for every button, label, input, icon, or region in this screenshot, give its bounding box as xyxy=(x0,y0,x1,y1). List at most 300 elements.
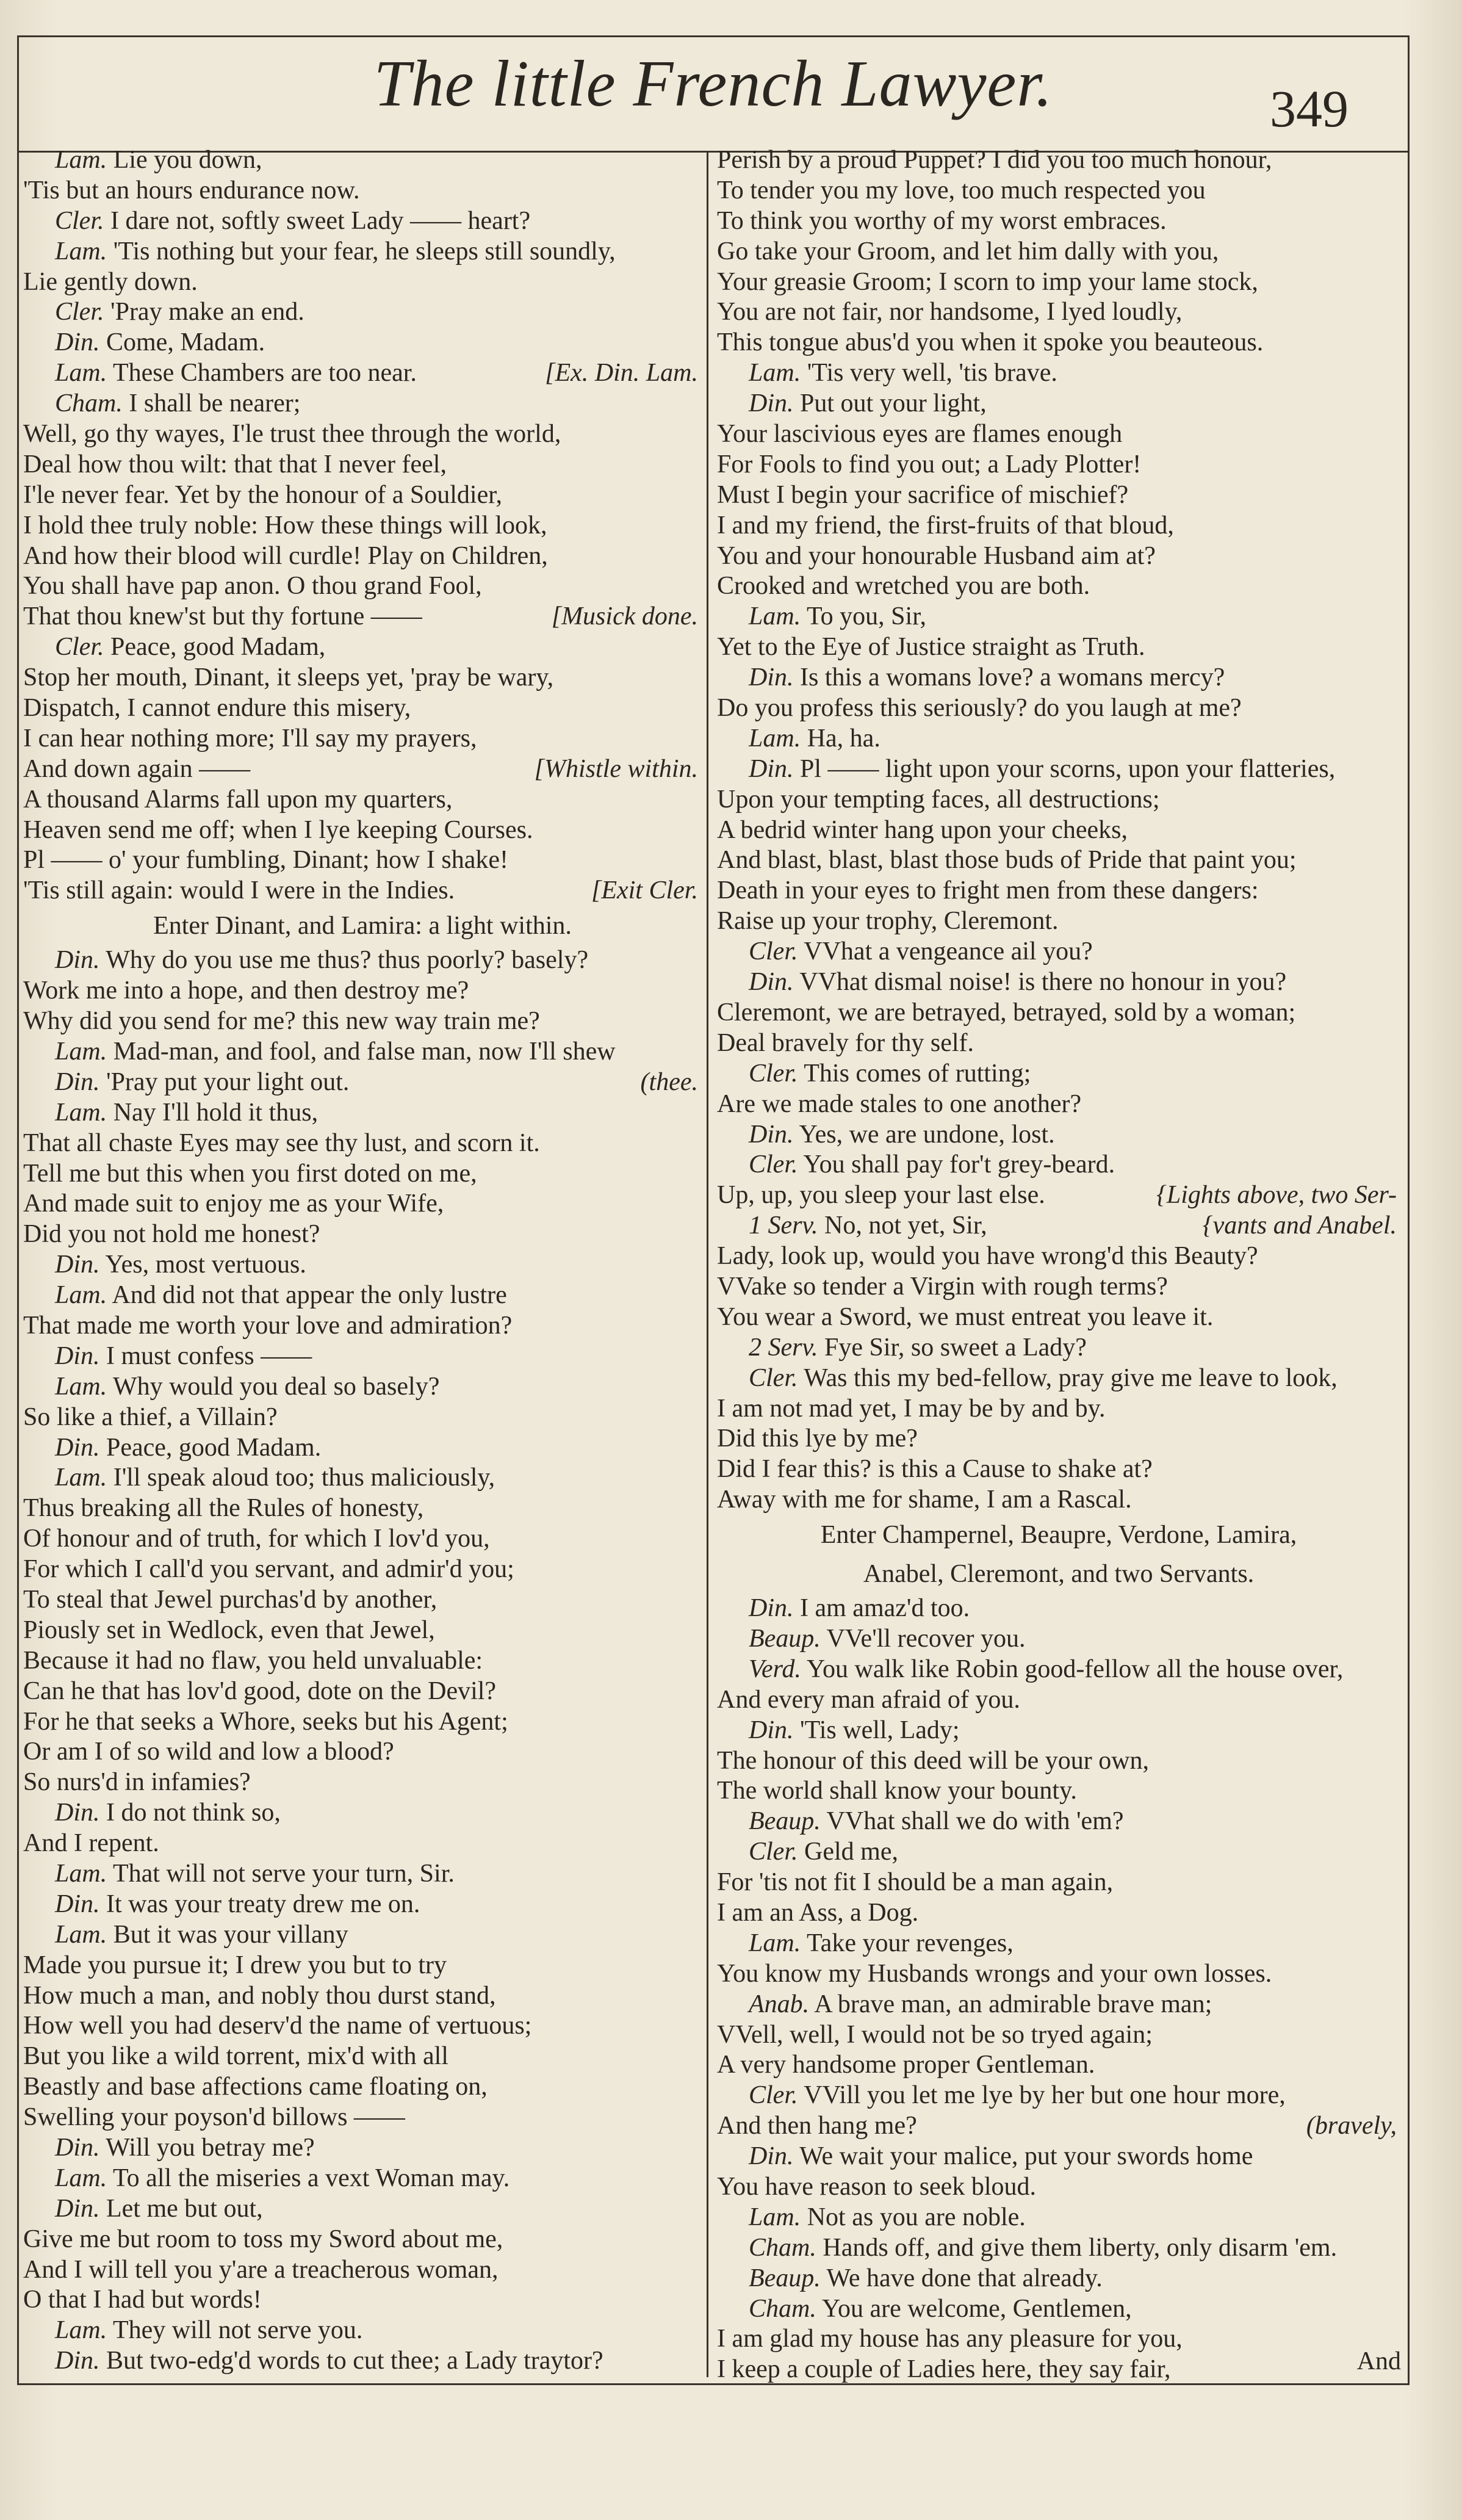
line-text: Did this lye by me? xyxy=(717,1424,918,1453)
line-text: I and my friend, the first-fruits of that bloud, xyxy=(717,511,1174,540)
line-text: 'Tis well, Lady; xyxy=(800,1716,960,1744)
line-text: For 'tis not fit I should be a man again, xyxy=(717,1868,1114,1897)
verse-line xyxy=(717,1685,1400,1716)
verse-line xyxy=(717,1302,1400,1333)
line-text: O that I had but words! xyxy=(23,2286,262,2314)
verse-line xyxy=(717,2203,1400,2233)
verse-line xyxy=(23,1372,702,1403)
line-text: I shall be nearer; xyxy=(129,389,301,418)
marginal-stage-direction: (thee. xyxy=(640,1067,698,1096)
verse-line xyxy=(23,602,702,632)
line-text: VVhat dismal noise! is there no honour in you? xyxy=(799,968,1287,997)
speaker-name: Din. xyxy=(55,1251,100,1279)
line-text: Up, up, you sleep your last else. xyxy=(717,1181,1045,1210)
marginal-stage-direction: {vants and Anabel. xyxy=(1202,1211,1397,1240)
verse-line xyxy=(23,176,702,206)
verse-line xyxy=(717,1485,1400,1515)
verse-line xyxy=(23,976,702,1006)
verse-line xyxy=(23,297,702,328)
line-text: Can he that has lov'd good, dote on the Devil? xyxy=(23,1677,497,1705)
verse-line xyxy=(23,1037,702,1067)
verse-line xyxy=(717,1807,1400,1837)
line-text: And how their blood will curdle! Play on Children, xyxy=(23,541,548,570)
verse-line xyxy=(23,2133,702,2164)
line-text: They will not serve you. xyxy=(112,2316,363,2345)
line-text: That all chaste Eyes may see thy lust, and scorn it. xyxy=(23,1128,540,1157)
line-text: 'Tis nothing but your fear, he sleeps still soundly, xyxy=(113,237,616,265)
line-text: I dare not, softly sweet Lady —— heart? xyxy=(110,206,531,235)
verse-line xyxy=(23,1006,702,1037)
verse-line xyxy=(717,541,1400,572)
line-text: A thousand Alarms fall upon my quarters, xyxy=(23,785,453,814)
speaker-name: Lam. xyxy=(749,2203,801,2231)
line-text: Why would you deal so basely? xyxy=(112,1372,440,1401)
speaker-name: 1 Serv. xyxy=(749,1211,818,1240)
line-text: Perish by a proud Puppet? I did you too much honour, xyxy=(717,146,1272,174)
line-text: Did you not hold me honest? xyxy=(23,1220,320,1249)
speaker-name: Cler. xyxy=(749,937,798,966)
verse-line xyxy=(717,450,1400,480)
verse-line xyxy=(23,693,702,724)
verse-line xyxy=(717,480,1400,511)
verse-line xyxy=(717,1059,1400,1089)
line-text: Are we made stales to one another? xyxy=(717,1089,1082,1118)
speaker-name: Cler. xyxy=(749,1363,798,1392)
line-text: Must I begin your sacrifice of mischief? xyxy=(717,480,1129,509)
line-text: No, not yet, Sir, xyxy=(824,1211,987,1240)
line-text: I am glad my house has any pleasure for you, xyxy=(717,2325,1183,2353)
page-header xyxy=(17,35,1410,153)
verse-line xyxy=(717,1959,1400,1990)
verse-line xyxy=(23,1524,702,1554)
speaker-name: Cler. xyxy=(749,1150,798,1179)
line-text: To steal that Jewel purchas'd by another, xyxy=(23,1585,438,1614)
verse-line xyxy=(717,602,1400,632)
verse-line xyxy=(717,1716,1400,1746)
line-text: You and your honourable Husband aim at? xyxy=(717,541,1156,570)
verse-line xyxy=(23,389,702,419)
speaker-name: Din. xyxy=(749,1120,794,1149)
verse-line xyxy=(23,571,702,602)
line-text: Why did you send for me? this new way train me? xyxy=(23,1007,540,1036)
verse-line xyxy=(23,2164,702,2194)
verse-line xyxy=(23,2103,702,2133)
verse-line xyxy=(717,876,1400,906)
verse-line xyxy=(23,1890,702,1920)
verse-line xyxy=(23,1798,702,1829)
line-text: Pl —— light upon your scorns, upon your flatteries, xyxy=(800,754,1336,783)
speaker-name: Cler. xyxy=(55,206,104,235)
line-text: Put out your light, xyxy=(800,389,987,418)
verse-line xyxy=(717,632,1400,663)
verse-line xyxy=(23,1219,702,1250)
verse-line xyxy=(23,1616,702,1646)
marginal-stage-direction: (bravely, xyxy=(1306,2112,1397,2140)
stage-direction-text: Anabel, Cleremont, and two Servants. xyxy=(863,1560,1255,1589)
verse-line xyxy=(23,1585,702,1616)
verse-line xyxy=(717,2233,1400,2264)
line-text: And down again —— xyxy=(23,754,251,783)
verse-line xyxy=(23,1067,702,1098)
speaker-name: Din. xyxy=(55,328,100,357)
verse-line xyxy=(717,1990,1400,2020)
line-text: VVhat shall we do with 'em? xyxy=(826,1807,1124,1836)
line-text: Not as you are noble. xyxy=(807,2203,1026,2231)
verse-line xyxy=(717,1089,1400,1120)
verse-line xyxy=(23,2346,702,2377)
line-text: And did not that appear the only lustre xyxy=(112,1281,507,1310)
speaker-name: Lam. xyxy=(55,146,107,174)
verse-line xyxy=(717,1454,1400,1485)
line-text: These Chambers are too near. xyxy=(112,359,417,388)
verse-line xyxy=(23,2285,702,2316)
speaker-name: 2 Serv. xyxy=(749,1333,818,1362)
verse-line xyxy=(23,1493,702,1524)
line-text: You have reason to seek bloud. xyxy=(717,2173,1036,2201)
verse-line xyxy=(717,389,1400,419)
stage-direction-text: Enter Dinant, and Lamira: a light within. xyxy=(153,912,572,940)
line-text: But it was your villany xyxy=(113,1920,348,1949)
line-text: I am an Ass, a Dog. xyxy=(717,1898,919,1927)
line-text: Deal how thou wilt: that that I never feel, xyxy=(23,450,447,478)
verse-line xyxy=(717,145,1400,176)
line-text: But you like a wild torrent, mix'd with all xyxy=(23,2042,448,2071)
speaker-name: Din. xyxy=(55,1341,100,1370)
line-text: Lie gently down. xyxy=(23,267,198,296)
verse-line xyxy=(717,2172,1400,2203)
speaker-name: Lam. xyxy=(55,1464,107,1492)
line-text: I'le never fear. Yet by the honour of a Souldier, xyxy=(23,480,503,509)
line-text: VVake so tender a Virgin with rough terms? xyxy=(717,1272,1168,1301)
line-text: 'Tis but an hours endurance now. xyxy=(23,176,360,204)
line-text: And then hang me? xyxy=(717,2112,917,2140)
line-text: Swelling your poyson'd billows —— xyxy=(23,2103,405,2132)
speaker-name: Din. xyxy=(55,1433,100,1462)
verse-line xyxy=(23,2225,702,2255)
speaker-name: Beaup. xyxy=(749,1807,821,1836)
verse-line xyxy=(717,2142,1400,2172)
line-text: Heaven send me off; when I lye keeping Courses. xyxy=(23,815,533,844)
speaker-name: Cham. xyxy=(749,2294,816,2323)
line-text: VVill you let me lye by her but one hour more, xyxy=(804,2081,1286,2110)
line-text: The world shall know your bounty. xyxy=(717,1777,1077,1805)
line-text: Because it had no flaw, you held unvaluable: xyxy=(23,1646,483,1675)
line-text: For Fools to find you out; a Lady Plotter! xyxy=(717,450,1142,478)
verse-line xyxy=(23,1159,702,1190)
verse-line xyxy=(717,176,1400,206)
speaker-name: Lam. xyxy=(55,1372,107,1401)
line-text: So nurs'd in infamies? xyxy=(23,1768,251,1797)
verse-line xyxy=(717,1180,1400,1211)
line-text: You wear a Sword, we must entreat you leave it. xyxy=(717,1302,1214,1331)
verse-line xyxy=(717,1776,1400,1807)
verse-line xyxy=(717,785,1400,815)
verse-line xyxy=(717,1333,1400,1363)
verse-line xyxy=(717,2294,1400,2325)
line-text: VVell, well, I would not be so tryed again; xyxy=(717,2020,1153,2049)
verse-line xyxy=(717,2081,1400,2111)
speaker-name: Din. xyxy=(749,663,794,692)
line-text: Made you pursue it; I drew you but to try xyxy=(23,1951,447,1979)
line-text: I do not think so, xyxy=(106,1799,281,1827)
line-text: Or am I of so wild and low a blood? xyxy=(23,1738,394,1766)
verse-line xyxy=(717,1655,1400,1685)
speaker-name: Din. xyxy=(55,1067,100,1096)
verse-line xyxy=(23,1767,702,1798)
line-text: Peace, good Madam, xyxy=(110,633,326,662)
verse-line xyxy=(23,1403,702,1433)
speaker-name: Lam. xyxy=(55,1859,107,1888)
verse-line xyxy=(717,511,1400,541)
verse-line xyxy=(23,2042,702,2072)
verse-line xyxy=(717,693,1400,724)
line-text: Yet to the Eye of Justice straight as Truth. xyxy=(717,633,1145,662)
verse-line xyxy=(23,145,702,176)
verse-line xyxy=(717,724,1400,754)
line-text: I am not mad yet, I may be by and by. xyxy=(717,1394,1106,1423)
verse-line xyxy=(717,1272,1400,1302)
line-text: You walk like Robin good-fellow all the house over, xyxy=(806,1655,1344,1683)
verse-line xyxy=(23,2072,702,2103)
marginal-stage-direction: {Lights above, two Ser- xyxy=(1156,1181,1397,1210)
verse-line xyxy=(23,1463,702,1493)
line-text: 'Pray put your light out. xyxy=(106,1067,350,1096)
verse-line xyxy=(23,541,702,572)
verse-line xyxy=(23,724,702,754)
line-text: I can hear nothing more; I'll say my prayers, xyxy=(23,724,477,753)
speaker-name: Cler. xyxy=(749,2081,798,2110)
verse-line xyxy=(23,632,702,663)
verse-line xyxy=(23,206,702,237)
line-text: Thus breaking all the Rules of honesty, xyxy=(23,1494,424,1523)
line-text: Ha, ha. xyxy=(807,724,880,753)
verse-line xyxy=(23,2194,702,2225)
line-text: And every man afraid of you. xyxy=(717,1685,1020,1714)
line-text: 'Pray make an end. xyxy=(110,298,304,327)
verse-line xyxy=(23,1707,702,1738)
line-text: Of honour and of truth, for which I lov'd you, xyxy=(23,1525,490,1553)
speaker-name: Cler. xyxy=(749,1059,798,1088)
line-text: Death in your eyes to fright men from these dangers: xyxy=(717,876,1259,905)
verse-line xyxy=(717,1898,1400,1929)
line-text: 'Tis still again: would I were in the Indies. xyxy=(23,876,455,905)
verse-line xyxy=(717,967,1400,998)
speaker-name: Cler. xyxy=(749,1838,798,1866)
verse-line xyxy=(23,419,702,450)
verse-line xyxy=(23,1677,702,1707)
line-text: We wait your malice, put your swords home xyxy=(799,2142,1253,2171)
speaker-name: Lam. xyxy=(55,2164,107,2192)
line-text: Piously set in Wedlock, even that Jewel, xyxy=(23,1616,435,1644)
line-text: But two-edg'd words to cut thee; a Lady traytor? xyxy=(106,2347,603,2375)
line-text: And I will tell you y'are a treacherous woman, xyxy=(23,2255,499,2284)
verse-line xyxy=(23,358,702,389)
speaker-name: Cler. xyxy=(55,633,104,662)
line-text: Dispatch, I cannot endure this misery, xyxy=(23,694,411,723)
line-text: A very handsome proper Gentleman. xyxy=(717,2051,1095,2079)
line-text: Cleremont, we are betrayed, betrayed, sold by a woman; xyxy=(717,998,1296,1027)
verse-line xyxy=(23,945,702,976)
line-text: Pl —— o' your fumbling, Dinant; how I shake! xyxy=(23,846,508,875)
verse-line xyxy=(23,815,702,846)
line-text: Is this a womans love? a womans mercy? xyxy=(800,663,1225,692)
line-text: Stop her mouth, Dinant, it sleeps yet, 'pray be wary, xyxy=(23,663,554,692)
line-text: You are welcome, Gentlemen, xyxy=(821,2294,1132,2323)
line-text: Geld me, xyxy=(804,1838,898,1866)
speaker-name: Din. xyxy=(55,1890,100,1918)
speaker-name: Din. xyxy=(55,2134,100,2162)
speaker-name: Beaup. xyxy=(749,1624,821,1653)
speaker-name: Lam. xyxy=(55,1281,107,1310)
line-text: Do you profess this seriously? do you laugh at me? xyxy=(717,694,1242,723)
verse-line xyxy=(23,845,702,876)
line-text: Crooked and wretched you are both. xyxy=(717,572,1090,601)
line-text: To all the miseries a vext Woman may. xyxy=(112,2164,510,2192)
line-text: For he that seeks a Whore, seeks but his Agent; xyxy=(23,1707,508,1736)
verse-line xyxy=(23,876,702,906)
line-text: That made me worth your love and admiration? xyxy=(23,1311,513,1340)
line-text: And blast, blast, blast those buds of Pride that paint you; xyxy=(717,846,1297,875)
speaker-name: Lam. xyxy=(749,724,801,753)
line-text: Come, Madam. xyxy=(106,328,265,357)
verse-line xyxy=(23,1737,702,1767)
line-text: To tender you my love, too much respected you xyxy=(717,176,1206,204)
verse-line xyxy=(717,815,1400,846)
verse-line xyxy=(23,663,702,693)
speaker-name: Din. xyxy=(55,1799,100,1827)
speaker-name: Lam. xyxy=(749,1929,801,1957)
verse-line xyxy=(23,2011,702,2042)
line-text: How well you had deserv'd the name of vertuous; xyxy=(23,2012,532,2040)
speaker-name: Lam. xyxy=(55,359,107,388)
line-text: Give me but room to toss my Sword about me, xyxy=(23,2225,503,2253)
right-column xyxy=(717,145,1400,2385)
line-text: Lady, look up, would you have wrong'd this Beauty? xyxy=(717,1242,1258,1271)
speaker-name: Din. xyxy=(749,1594,794,1623)
verse-line xyxy=(23,1951,702,1981)
line-text: Was this my bed-fellow, pray give me leave to look, xyxy=(804,1363,1338,1392)
verse-line xyxy=(23,785,702,815)
line-text: And made suit to enjoy me as your Wife, xyxy=(23,1190,444,1218)
verse-line xyxy=(717,2020,1400,2051)
verse-line xyxy=(717,1837,1400,1868)
verse-line xyxy=(717,571,1400,602)
line-text: That thou knew'st but thy fortune —— xyxy=(23,602,422,631)
line-text: We have done that already. xyxy=(826,2264,1103,2292)
line-text: I must confess —— xyxy=(106,1341,312,1370)
line-text: Your lascivious eyes are flames enough xyxy=(717,420,1123,449)
verse-line xyxy=(717,2264,1400,2294)
line-text: A brave man, an admirable brave man; xyxy=(814,1990,1212,2018)
bottom-rule xyxy=(17,2383,1410,2385)
verse-line xyxy=(717,1868,1400,1898)
verse-line xyxy=(717,937,1400,967)
verse-line xyxy=(717,663,1400,693)
line-text: Deal bravely for thy self. xyxy=(717,1028,974,1057)
line-text: I keep a couple of Ladies here, they say fair, xyxy=(717,2355,1171,2384)
line-text: Yes, most vertuous. xyxy=(105,1251,306,1279)
line-text: 'Tis very well, 'tis brave. xyxy=(807,359,1057,388)
verse-line xyxy=(23,1920,702,1951)
verse-line xyxy=(23,328,702,358)
marginal-stage-direction: [Musick done. xyxy=(551,602,698,631)
verse-line xyxy=(717,328,1400,358)
verse-line xyxy=(717,906,1400,937)
left-column xyxy=(23,145,702,2377)
verse-line xyxy=(23,1311,702,1341)
speaker-name: Din. xyxy=(55,2347,100,2375)
line-text: This comes of rutting; xyxy=(804,1059,1031,1088)
catchword: And xyxy=(1356,2347,1401,2375)
speaker-name: Din. xyxy=(749,389,794,418)
verse-line xyxy=(717,1150,1400,1180)
column-divider xyxy=(707,153,708,2377)
line-text: It was your treaty drew me on. xyxy=(106,1890,420,1918)
speaker-name: Cham. xyxy=(749,2233,816,2262)
verse-line xyxy=(717,1028,1400,1059)
verse-line xyxy=(23,1646,702,1677)
line-text: Fye Sir, so sweet a Lady? xyxy=(824,1333,1087,1362)
verse-line xyxy=(717,2111,1400,2142)
speaker-name: Lam. xyxy=(749,359,801,388)
verse-line xyxy=(717,1241,1400,1272)
verse-line xyxy=(717,237,1400,267)
line-text: Beastly and base affections came floating on, xyxy=(23,2073,488,2101)
verse-line xyxy=(717,1594,1400,1624)
line-text: Let me but out, xyxy=(106,2194,263,2223)
verse-line xyxy=(717,1746,1400,1777)
verse-line xyxy=(23,1280,702,1311)
stage-direction xyxy=(23,906,702,945)
line-text: Will you betray me? xyxy=(106,2134,315,2162)
line-text: That will not serve your turn, Sir. xyxy=(112,1859,455,1888)
line-text: Go take your Groom, and let him dally with you, xyxy=(717,237,1219,265)
verse-line xyxy=(23,1829,702,1859)
line-text: Mad-man, and fool, and false man, now I'll shew xyxy=(113,1037,616,1066)
verse-line xyxy=(717,1624,1400,1655)
line-text: Did I fear this? is this a Cause to shake at? xyxy=(717,1455,1153,1484)
verse-line xyxy=(717,1929,1400,1959)
line-text: You shall pay for't grey-beard. xyxy=(803,1150,1115,1179)
line-text: You know my Husbands wrongs and your own losses. xyxy=(717,1959,1272,1988)
line-text: So like a thief, a Villain? xyxy=(23,1403,278,1431)
verse-line xyxy=(23,2255,702,2286)
speaker-name: Din. xyxy=(749,2142,794,2171)
line-text: You are not fair, nor handsome, I lyed loudly, xyxy=(717,298,1183,327)
verse-line xyxy=(23,1554,702,1585)
speaker-name: Din. xyxy=(749,754,794,783)
line-text: Tell me but this when you first doted on me, xyxy=(23,1159,477,1188)
stage-direction xyxy=(717,1554,1400,1594)
verse-line xyxy=(23,1341,702,1372)
line-text: Peace, good Madam. xyxy=(106,1433,322,1462)
line-text: This tongue abus'd you when it spoke you beauteous. xyxy=(717,328,1264,357)
verse-line xyxy=(23,267,702,298)
line-text: To you, Sir, xyxy=(806,602,927,631)
line-text: Nay I'll hold it thus, xyxy=(113,1098,319,1127)
speaker-name: Lam. xyxy=(55,237,107,265)
stage-direction xyxy=(717,1515,1400,1554)
verse-line xyxy=(23,2316,702,2346)
speaker-name: Verd. xyxy=(749,1655,801,1683)
marginal-stage-direction: [Ex. Din. Lam. xyxy=(545,359,698,388)
speaker-name: Din. xyxy=(749,968,794,997)
verse-line xyxy=(717,754,1400,785)
line-text: Well, go thy wayes, I'le trust thee through the world, xyxy=(23,420,561,449)
running-title: The little French Lawyer. xyxy=(373,48,1053,120)
verse-line xyxy=(23,1189,702,1219)
line-text: Your greasie Groom; I scorn to imp your lame stock, xyxy=(717,267,1258,296)
